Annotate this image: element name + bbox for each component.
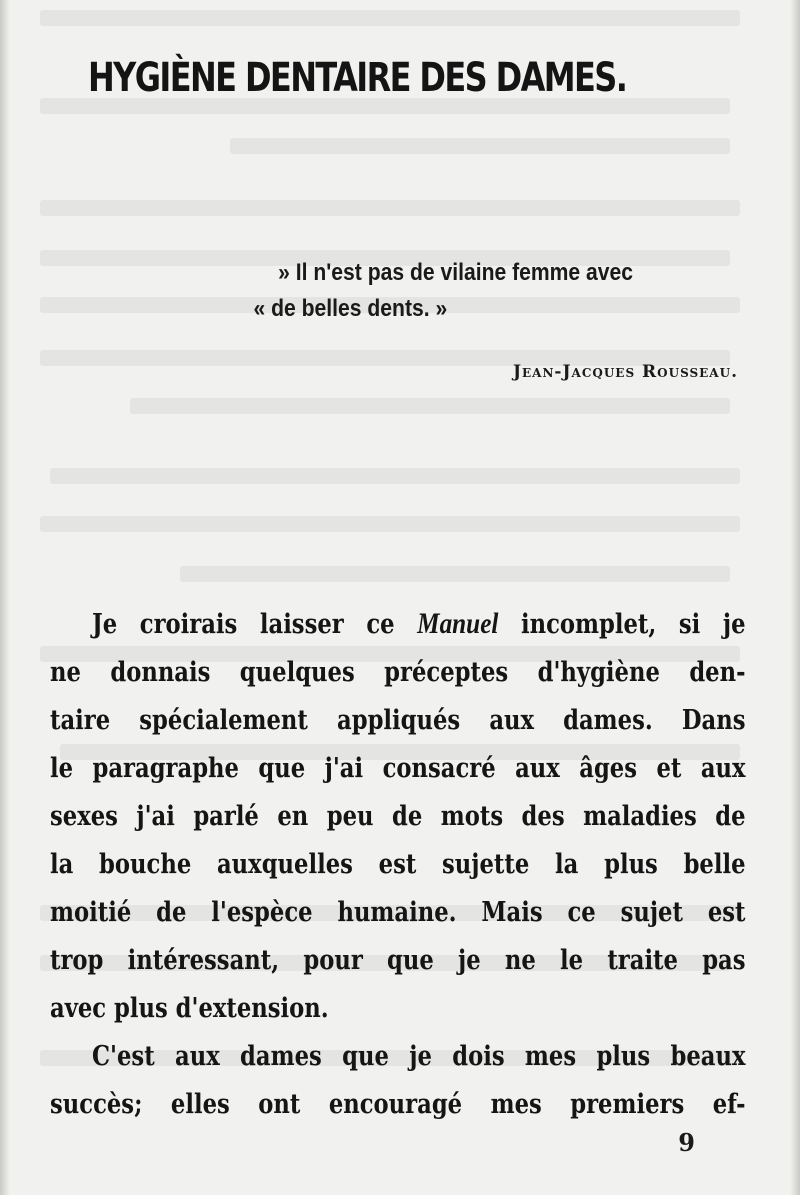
body-line: le paragraphe que j'ai consacré aux âges et aux bbox=[50, 753, 746, 784]
body-line: taire spécialement appliqués aux dames. Dans bbox=[50, 705, 746, 736]
body-line: sexes j'ai parlé en peu de mots des maladies de bbox=[50, 801, 746, 832]
body-line bbox=[50, 600, 746, 649]
body-line: avec plus d'extension. bbox=[50, 993, 329, 1024]
body-text-run: incomplet, si je bbox=[498, 609, 746, 640]
page-number: 9 bbox=[678, 1128, 695, 1157]
epigraph bbox=[250, 256, 720, 326]
body-paragraphs bbox=[50, 600, 746, 1129]
body-line: trop intéressant, pour que je ne le traite pas bbox=[50, 945, 746, 976]
body-line: ne donnais quelques préceptes d'hygiène den- bbox=[50, 657, 746, 688]
chapter-title: HYGIÈNE DENTAIRE DES DAMES. bbox=[88, 55, 627, 101]
page-right-edge bbox=[790, 0, 800, 1195]
body-text-run: Je croirais laisser ce bbox=[92, 609, 418, 640]
body-line: la bouche auxquelles est sujette la plus belle bbox=[50, 849, 746, 880]
epigraph-line-1: » Il n'est pas de vilaine femme avec bbox=[278, 259, 634, 286]
page-left-edge bbox=[0, 0, 10, 1195]
body-line: C'est aux dames que je dois mes plus beaux bbox=[92, 1041, 746, 1072]
epigraph-line-2: « de belles dents. » bbox=[253, 295, 448, 322]
body-line: succès; elles ont encouragé mes premiers ef- bbox=[50, 1089, 746, 1120]
body-line: moitié de l'espèce humaine. Mais ce sujet est bbox=[50, 897, 746, 928]
epigraph-author: Jean-Jacques Rousseau. bbox=[512, 362, 738, 382]
italic-title-run: Manuel bbox=[417, 607, 499, 640]
